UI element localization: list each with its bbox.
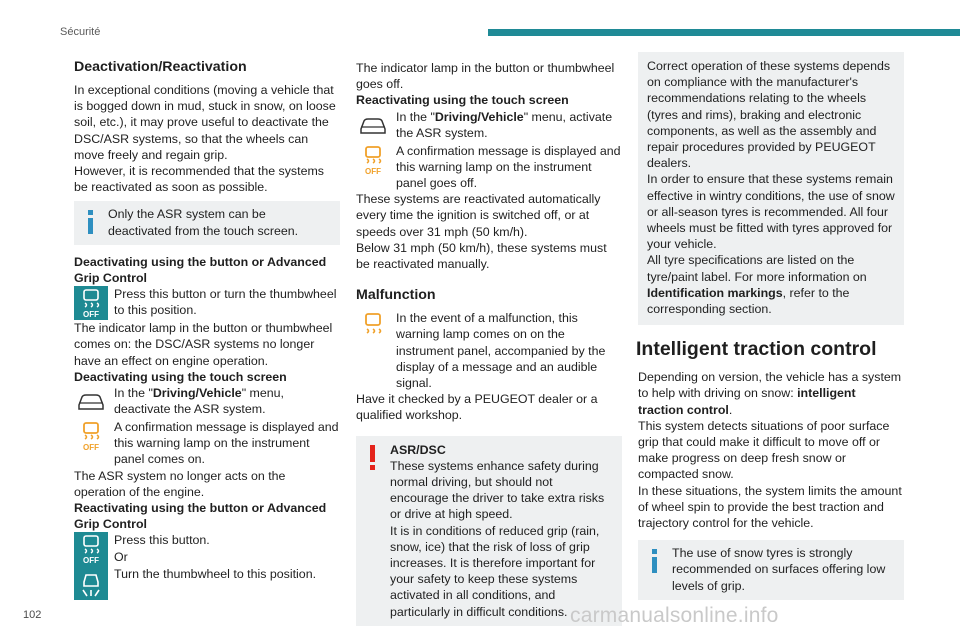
traction-off-button-icon — [74, 532, 108, 566]
info-icon — [646, 545, 664, 575]
paragraph: The ASR system no longer acts on the operation of the engine. — [74, 468, 286, 499]
instruction-row — [74, 419, 340, 468]
header-accent-bar — [488, 29, 960, 36]
warning-text: It is in conditions of reduced grip (rain, snow, ice) that the risk of loss of grip increases. It is therefore important for your safety to keep these systems activated in all conditions, and particularly in difficult conditions. — [390, 523, 600, 619]
instruction-text: In the "Driving/Vehicle" menu, deactivate the ASR system. — [114, 386, 284, 417]
heading-deactivation: Deactivation/Reactivation — [74, 59, 247, 75]
subheading: Deactivating using the button or Advanced Grip Control — [74, 254, 327, 286]
heading-malfunction: Malfunction — [356, 287, 436, 304]
instruction-row — [356, 109, 622, 143]
warning-title: ASR/DSC — [390, 442, 446, 457]
paragraph: These systems are reactivated automatically every time the ignition is switched off, or at speeds over 31 mph (50 km/h). — [356, 192, 601, 239]
warning-text: These systems enhance safety during normal driving, but should not encourage the driver to take extra risks or drive at high speed. — [390, 458, 605, 522]
instruction-text: A confirmation message is displayed and this warning lamp on the instrument panel goes off. — [396, 143, 621, 191]
svg-text:OFF: OFF — [83, 556, 99, 566]
note-text: Only the ASR system can be deactivated from the touch screen. — [108, 207, 299, 238]
paragraph: This system detects situations of poor surface grip that could make it difficult to move off or make progress on deep fresh snow or compacted snow. — [638, 418, 890, 482]
instruction-text: Press this button or turn the thumbwheel to this position. — [114, 287, 337, 318]
column-2 — [356, 60, 622, 635]
page-number: 102 — [23, 609, 42, 621]
warning-icon — [364, 442, 382, 472]
instruction-text: Or — [114, 549, 128, 564]
instruction-row — [74, 385, 340, 419]
instruction-text: A confirmation message is displayed and this warning lamp on the instrument panel comes on. — [114, 420, 339, 467]
info-note — [74, 201, 340, 244]
watermark: carmanualsonline.info — [570, 604, 779, 627]
instruction-text: Turn the thumbwheel to this position. — [114, 567, 317, 582]
info-box — [638, 52, 904, 325]
paragraph: In these situations, the system limits the amount of wheel spin to provide the best traction and trajectory control for the vehicle. — [638, 483, 902, 531]
column-1 — [74, 52, 340, 600]
traction-off-warning-icon — [356, 143, 390, 177]
info-note — [638, 540, 904, 600]
instruction-row — [74, 532, 340, 566]
svg-text:OFF: OFF — [83, 443, 99, 453]
info-icon — [82, 206, 100, 236]
svg-text:OFF: OFF — [365, 166, 381, 176]
traction-on-thumbwheel-icon — [74, 566, 108, 600]
subheading: Reactivating using the button or Advanced Grip Control — [74, 501, 327, 532]
traction-warning-lamp-icon — [356, 310, 390, 344]
paragraph: However, it is recommended that the systems be reactivated as soon as possible. — [74, 164, 324, 195]
instruction-text: In the "Driving/Vehicle" menu, activate the ASR system. — [396, 109, 613, 140]
paragraph: Below 31 mph (50 km/h), these systems must be reactivated manually. — [356, 240, 607, 272]
paragraph: Have it checked by a PEUGEOT dealer or a qualified workshop. — [356, 392, 598, 423]
subheading: Reactivating using the touch screen — [356, 93, 569, 108]
heading-intelligent-traction: Intelligent traction control — [636, 338, 877, 361]
paragraph: In exceptional conditions (moving a vehicle that is bogged down in mud, stuck in snow, on loose soil, etc.), it may prove useful to deactivate the DSC/ASR systems, so that the wheels can move freely and regain grip. — [74, 83, 336, 162]
paragraph: Depending on version, the vehicle has a system to help with driving on snow: intelligent traction control. — [638, 370, 902, 417]
car-menu-icon — [74, 385, 108, 419]
car-menu-icon — [356, 109, 390, 143]
paragraph: All tyre specifications are listed on the tyre/paint label. For more information on Identification markings, refer to the corresponding section. — [647, 253, 867, 317]
instruction-row — [356, 143, 622, 192]
note-text: The use of snow tyres is strongly recommended on surfaces offering low levels of grip. — [672, 546, 886, 593]
column-3 — [638, 52, 904, 609]
paragraph: The indicator lamp in the button or thumbwheel comes on: the DSC/ASR systems no longer have an effect on engine operation. — [74, 321, 333, 368]
subheading: Deactivating using the touch screen — [74, 369, 287, 384]
warning-note — [356, 436, 622, 626]
instruction-text: Press this button. — [114, 533, 210, 548]
traction-off-button-icon — [74, 286, 108, 320]
paragraph: In order to ensure that these systems remain effective in wintry conditions, the use of snow or all-season tyres is recommended. All four wheels must be fitted with tyres approved for your vehicle. — [647, 172, 895, 252]
instruction-row — [74, 286, 340, 320]
instruction-text: In the event of a malfunction, this warning lamp comes on on the instrument panel, accompanied by the display of a message and an audible signal. — [396, 311, 606, 391]
section-title: Sécurité — [60, 26, 101, 38]
instruction-row — [356, 310, 622, 391]
traction-off-warning-icon — [74, 419, 108, 453]
paragraph: The indicator lamp in the button or thumbwheel goes off. — [356, 61, 615, 92]
paragraph: Correct operation of these systems depends on compliance with the manufacturer's recommendations relating to the wheels (tyres and rims), braking and electronic components, as well as the assembly and repair procedures provided by PEUGEOT dealers. — [647, 59, 891, 171]
instruction-row — [74, 566, 340, 600]
svg-text:OFF: OFF — [83, 310, 99, 320]
